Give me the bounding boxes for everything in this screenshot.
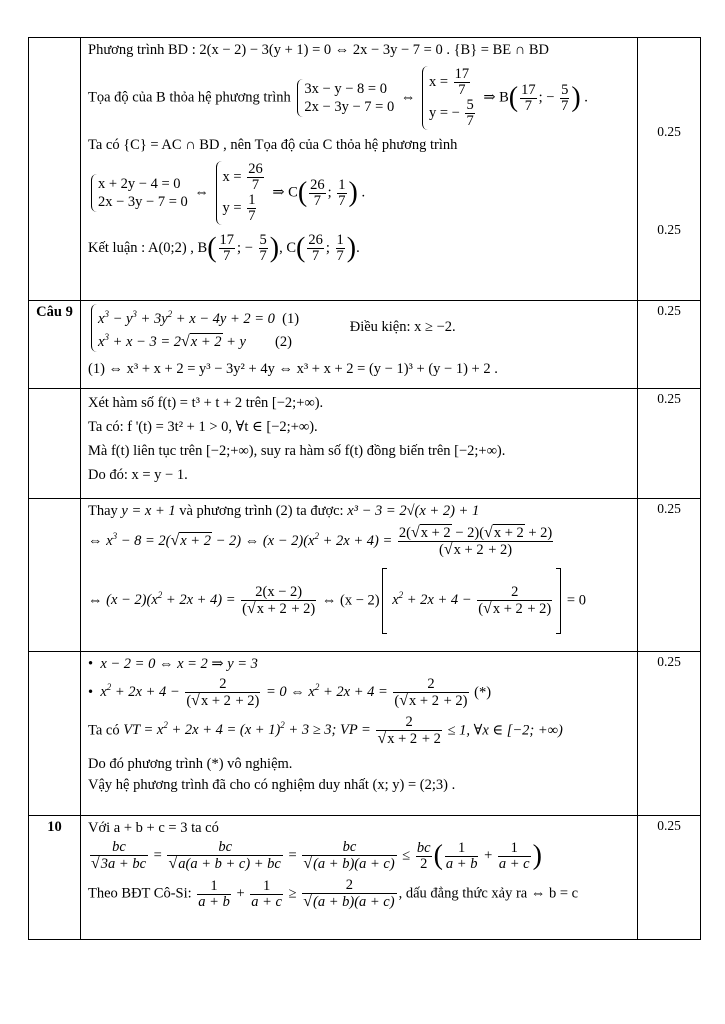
row-content bbox=[81, 652, 638, 816]
c-system-line: x + 2y − 4 = 0 2x − 3y − 7 = 0 ⇔ x = $\frac{26}{7}$ y = $\frac{1}{7}$ ⇒ C( $\frac{26}{7}$ ; $\frac{1}{7}$ ) . bbox=[88, 161, 637, 225]
math: x³ − 3 = 2√(x + 2) + 1 bbox=[347, 503, 480, 519]
row-content bbox=[81, 389, 638, 499]
case-1: • x − 2 = 0 ⇔ x = 2 ⇒ y = 3 bbox=[88, 656, 258, 672]
score-cell bbox=[638, 389, 701, 499]
row-content bbox=[81, 38, 638, 301]
row-cau10 bbox=[29, 816, 701, 940]
cosi-line: Theo BĐT Cô-Si: $\frac{1}{a + b}$ + $\frac{1}{a + c}$ ≥ $\frac{2}{√(a + b)(a + c)}$ , dấu đẳng thức xảy ra ⇔ b = c bbox=[88, 877, 579, 910]
conclusion-line: Kết luận : A(0;2) , B( $\frac{17}{7}$ ; − $\frac{5}{7}$ ), C( $\frac{26}{7}$ ; $\frac{1}{7}$ ). bbox=[88, 232, 360, 264]
score: 0.25 bbox=[657, 501, 681, 516]
b-system-line: Tọa độ của B thỏa hệ phương trình 3x − y − 8 = 0 2x − 3y − 7 = 0 ⇔ x = $\frac{17}{7}$ y = − $\frac{5}{7}$ ⇒ B( $\frac{17}{7}$ ; − $\frac{5}{7}$ ) . bbox=[88, 66, 588, 129]
row-content bbox=[81, 816, 638, 940]
line: Ta có: f '(t) = 3t² + 1 > 0, ∀t ∈ [−2;+∞). bbox=[88, 419, 318, 435]
row-label bbox=[29, 389, 81, 499]
row-content bbox=[81, 301, 638, 389]
row-cau9 bbox=[29, 301, 701, 389]
score-cell bbox=[638, 38, 701, 301]
c-intro: Ta có {C} = AC ∩ BD , nên Tọa độ của C thỏa hệ phương trình bbox=[88, 137, 458, 153]
score-cell bbox=[638, 652, 701, 816]
inequality-line: $\frac{bc}{√3a + bc}$ = $\frac{bc}{√a(a + b + c) + bc}$ = $\frac{bc}{√(a + b)(a + c)}$ ≤ $\frac{bc}{2}$ ( $\frac{1}{a + b}$ + $\frac{1}{a + c}$ ) bbox=[91, 839, 542, 872]
score-cell bbox=[638, 816, 701, 940]
score: 0.25 bbox=[657, 654, 681, 669]
text: Thay bbox=[88, 503, 118, 519]
main-system: $x^3 - y^3 + 3y^2 + x - 4y + 2 = 0$ (1) $x^3 + x - 3 = 2√x + 2 + y$ (2) bbox=[91, 304, 299, 352]
b-intro: Tọa độ của B thỏa hệ phương trình bbox=[88, 89, 291, 106]
text: Theo BĐT Cô-Si: bbox=[88, 885, 192, 902]
c-system: x + 2y − 4 = 0 2x − 3y − 7 = 0 bbox=[91, 174, 188, 212]
score: 0.25 bbox=[657, 391, 681, 406]
score: 0.25 bbox=[657, 222, 681, 237]
line: Mà f(t) liên tục trên [−2;+∞), suy ra hàm số f(t) đồng biến trên [−2;+∞). bbox=[88, 443, 506, 459]
row-content bbox=[81, 499, 638, 652]
row-label bbox=[29, 499, 81, 652]
score-cell bbox=[638, 499, 701, 652]
line: Xét hàm số f(t) = t³ + t + 2 trên [−2;+∞). bbox=[88, 395, 324, 411]
b-system: 3x − y − 8 = 0 2x − 3y − 7 = 0 bbox=[297, 79, 394, 117]
math: y = x + 1 bbox=[121, 503, 176, 519]
score-cell bbox=[638, 301, 701, 389]
c-solution: x = $\frac{26}{7}$ y = $\frac{1}{7}$ bbox=[216, 161, 266, 225]
row-cau8-end bbox=[29, 38, 701, 301]
equation-line: ⇔ $(x - 2)(x^2 + 2x + 4)$ = $\frac{2(x - 2)}{(√x + 2 + 2)}$ ⇔ (x − 2) $x^2 + 2x + 4$ − $\frac{2}{(√x + 2 + 2)}$ = 0 bbox=[88, 568, 637, 634]
row-cases bbox=[29, 652, 701, 816]
row-substitution bbox=[29, 499, 701, 652]
text: , dấu đẳng thức xảy ra ⇔ b = c bbox=[398, 885, 579, 902]
row-label: Câu 9 bbox=[29, 301, 81, 389]
b-solution: x = $\frac{17}{7}$ y = − $\frac{5}{7}$ bbox=[422, 66, 477, 130]
row-label bbox=[29, 38, 81, 301]
condition: Điều kiện: x ≥ −2. bbox=[349, 319, 456, 336]
conclude-line: Do đó phương trình (*) vô nghiệm. bbox=[88, 756, 293, 772]
solution-table bbox=[28, 37, 701, 940]
star-label: (*) bbox=[474, 684, 492, 701]
system-line bbox=[88, 304, 637, 352]
line: Do đó: x = y − 1. bbox=[88, 467, 188, 483]
text: và phương trình (2) ta được: bbox=[179, 503, 344, 519]
vt-vp-line: Ta có VT = $x^2 + 2x + 4 = (x + 1)^2 + 3 \ge 3$; VP = $\frac{2}{√x + 2 + 2}$ ≤ 1, ∀x ∈ [−2; +∞) bbox=[88, 714, 563, 747]
score: 0.25 bbox=[657, 124, 681, 139]
row-label bbox=[29, 652, 81, 816]
row-label: 10 bbox=[29, 816, 81, 940]
substitution-line bbox=[88, 502, 637, 521]
score: 0.25 bbox=[657, 818, 681, 833]
text: Ta có bbox=[88, 722, 120, 739]
case-2: • $x^2 + 2x + 4$ − $\frac{2}{(√x + 2 + 2)}$ = 0 ⇔ $x^2 + 2x + 4$ = $\frac{2}{(√x + 2 + 2)}$ (*) bbox=[88, 676, 492, 709]
equation-line: ⇔ $x^3 - 8 = 2(√x + 2 - 2)$ ⇔ $(x - 2)(x^2 + 2x + 4)$ = $\frac{2(√x + 2 - 2)(√x + 2 + 2)}{(√x + 2 + 2)}$ bbox=[88, 524, 553, 558]
transform-line: (1) ⇔ x³ + x + 2 = y³ − 3y² + 4y ⇔ x³ + x + 2 = (y − 1)³ + (y − 1) + 2 . bbox=[88, 360, 498, 377]
score: 0.25 bbox=[657, 303, 681, 318]
conclude-line: Vậy hệ phương trình đã cho có nghiệm duy nhất (x; y) = (2;3) . bbox=[88, 777, 456, 793]
intro-line: Với a + b + c = 3 ta có bbox=[88, 820, 219, 836]
row-monotonic bbox=[29, 389, 701, 499]
bd-line: Phương trình BD : 2(x − 2) − 3(y + 1) = 0 ⇔ 2x − 3y − 7 = 0 . {B} = BE ∩ BD bbox=[88, 42, 549, 58]
